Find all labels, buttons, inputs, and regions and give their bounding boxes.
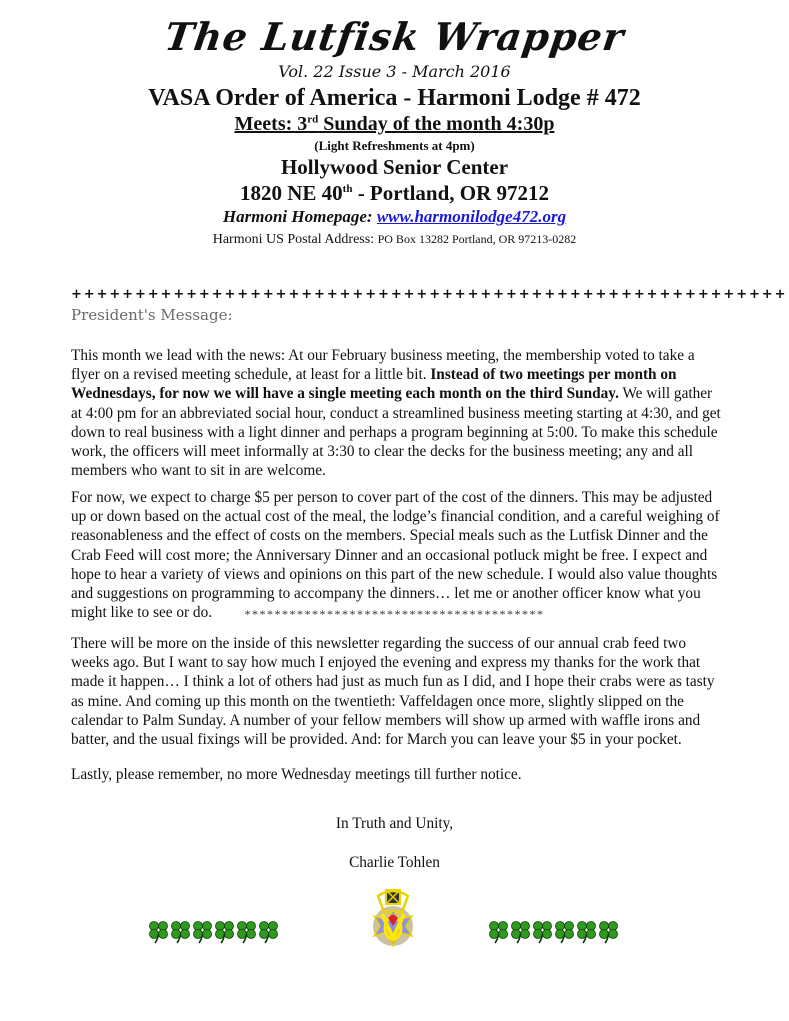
closing-salutation: In Truth and Unity, [335, 815, 454, 832]
paragraph-1 [71, 346, 721, 480]
paragraph-2: For now, we expect to charge $5 per person to cover part of the cost of the dinners. This may be adjusted up or down based on the actual cost of the meal, the lodge’s financial condition, and a careful weighing of reasonableness and the effect of costs on the members. Special meals such as the Lutfisk Dinner and the Crab Feed will cost more; the Anniversary Dinner and an occasional potluck might be free. I expect and hope to hear a variety of views and opinions on this part of the new schedule. I would also value thoughts and suggestions on programming to accompany the dinners… let me or another officer know what you might like to see or do. [71, 489, 720, 622]
clover-icon [170, 920, 191, 944]
section-heading: President's Message: [71, 306, 233, 324]
clover-row-left [148, 920, 279, 944]
paragraph-3: There will be more on the inside of this newsletter regarding the success of our annual crab feed two weeks ago. But I want to say how much I enjoyed the evening and express my thanks for the work that made it happen… I think a lot of others had just as much fun as I did, and I hope their crabs were as tasty as mine. And coming up this month on the twentieth: Vaffeldagen once more, slightly slipped on the calendar to Palm Sunday. A number of your fellow members will show up armed with waffle irons and batter, and the usual fixings will be provided. And: for March you can leave your $5 in your pocket. [71, 635, 715, 749]
clover-row-right [488, 920, 619, 944]
postal-label: Harmoni US Postal Address: [212, 232, 378, 247]
clover-icon [258, 920, 279, 944]
newsletter-title: The Lutfisk Wrapper [161, 14, 628, 59]
clover-icon [488, 920, 509, 944]
address-suffix: - Portland, OR 97212 [352, 181, 550, 205]
paragraph-4: Lastly, please remember, no more Wednesday meetings till further notice. [71, 766, 522, 783]
meeting-schedule [0, 112, 789, 136]
star-divider: **************************************** [244, 607, 545, 621]
paragraph-1-text-a: This month we lead with the news: At our February business meeting, the membership voted to take a flyer on a revised meeting schedule, at least for a little bit. [71, 347, 695, 384]
refreshments-note: (Light Refreshments at 4pm) [314, 138, 475, 153]
paragraph-1-bold: Instead of two meetings per month on Wednesdays, for now we will have a single meeting each month on the third Sunday. [71, 366, 677, 403]
signature: Charlie Tohlen [349, 854, 440, 871]
address-sup: th [342, 183, 353, 195]
homepage-label: Harmoni Homepage: [222, 207, 377, 226]
venue-address [0, 180, 789, 206]
paragraph-1-text-b: We will gather at 4:00 pm for an abbreviated social hour, conduct a streamlined business meeting starting at 4:30, and get down to real business with a light dinner and perhaps a program beginning at 5:00. To make this schedule work, the officers will meet informally at 3:30 to clear the decks for the business meeting; any and all members who want to sit in are welcome. [71, 385, 721, 480]
clover-icon [148, 920, 169, 944]
clover-icon [532, 920, 553, 944]
meets-suffix: Sunday of the month 4:30p [318, 113, 555, 135]
homepage-link[interactable]: www.harmonilodge472.org [376, 207, 567, 226]
address-prefix: 1820 NE 40 [239, 181, 343, 205]
postal-value: PO Box 13282 Portland, OR 97213-0282 [377, 232, 577, 246]
vasa-emblem-icon [368, 888, 418, 952]
clover-icon [576, 920, 597, 944]
clover-icon [214, 920, 235, 944]
clover-icon [554, 920, 575, 944]
plus-divider: ++++++++++++++++++++++++++++++++++++++++++++++++++++++++ [71, 287, 788, 302]
postal-address-line [0, 230, 789, 249]
homepage-line [0, 206, 789, 228]
clover-icon [598, 920, 619, 944]
meets-prefix: Meets: 3 [234, 113, 308, 135]
venue-name: Hollywood Senior Center [280, 155, 509, 179]
issue-line: Vol. 22 Issue 3 - March 2016 [278, 62, 511, 81]
clover-icon [192, 920, 213, 944]
clover-icon [510, 920, 531, 944]
meets-sup: rd [307, 113, 319, 126]
clover-icon [236, 920, 257, 944]
organization-name: VASA Order of America - Harmoni Lodge # 472 [148, 85, 641, 111]
